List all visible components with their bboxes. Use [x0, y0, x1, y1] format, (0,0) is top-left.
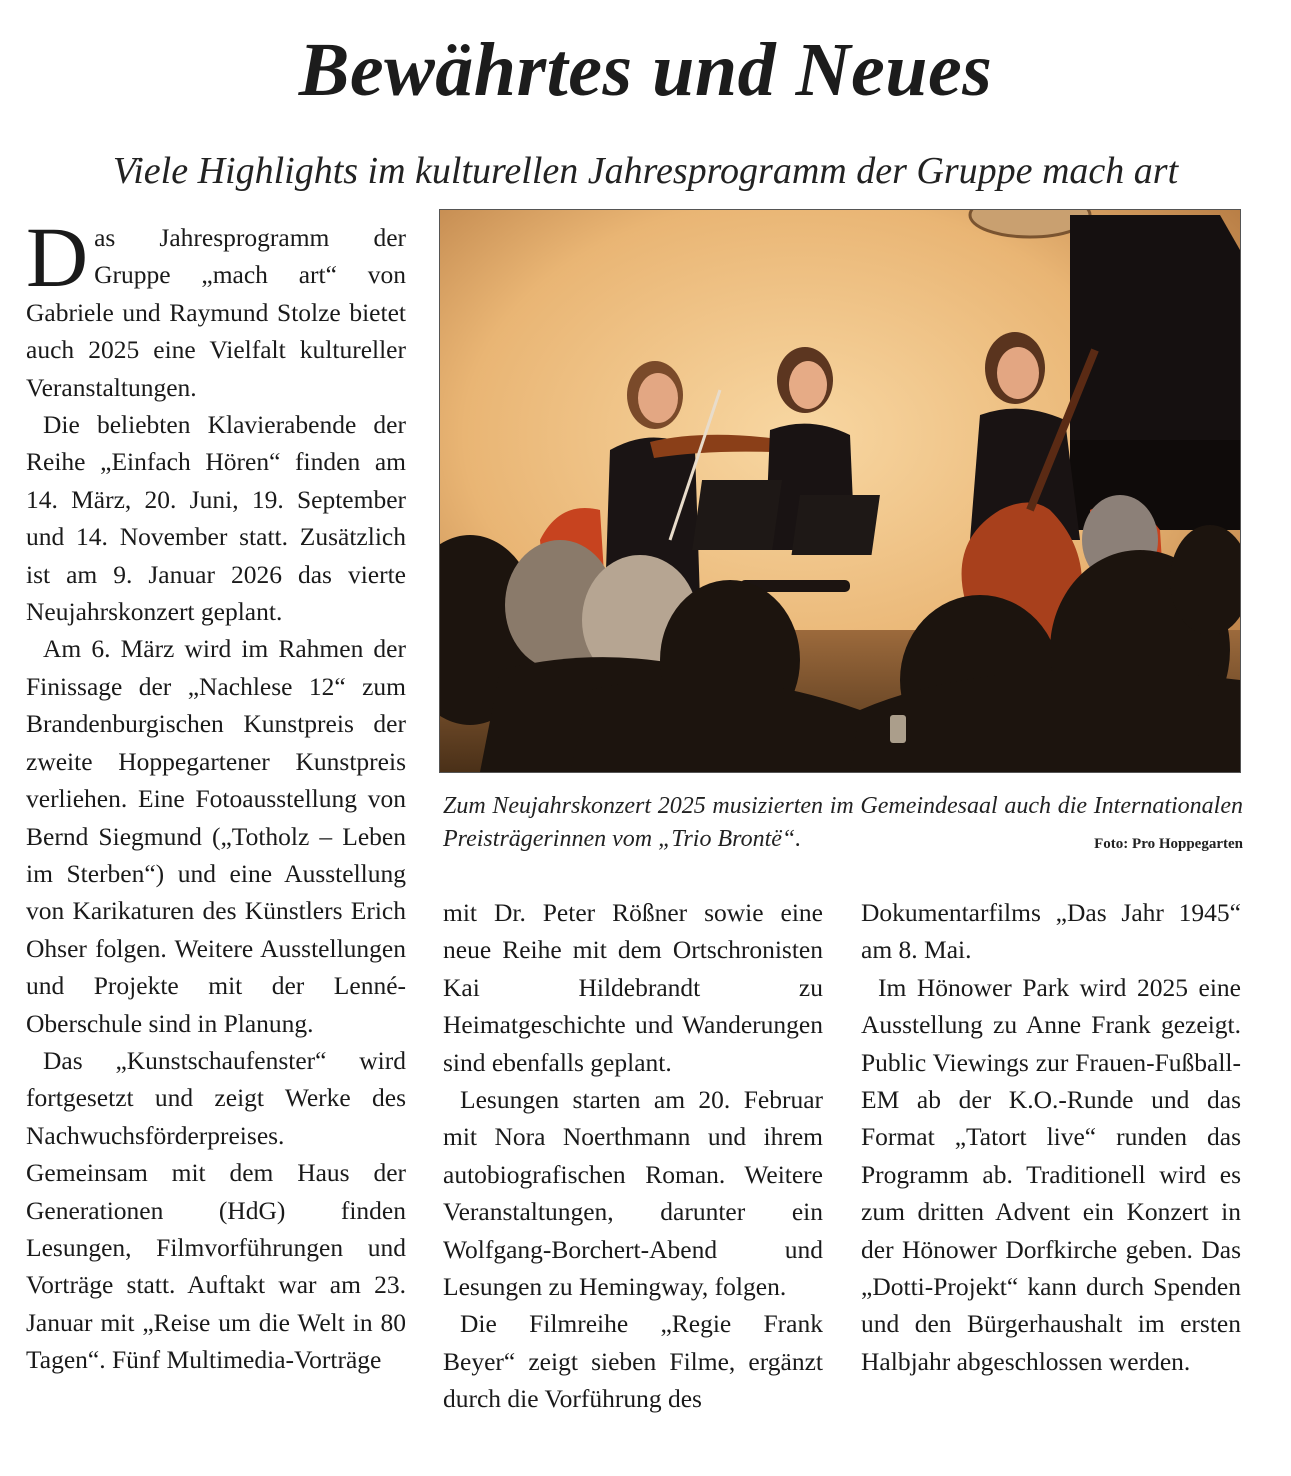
photo-credit: Foto: Pro Hoppegarten — [1094, 836, 1243, 852]
caption-text: Zum Neujahrskonzert 2025 musizierten im Gemeindesaal auch die Internationalen Preisträgerinnen vom „Trio Brontë“. — [443, 793, 1243, 852]
paragraph-text: as Jahresprogramm der Gruppe „mach art“ von Gabriele und Raymund Stolze bietet auch 2025 eine Vielfalt kultureller Veranstaltungen. — [26, 223, 406, 402]
paragraph: Lesungen starten am 20. Februar mit Nora Noerthmann und ihrem autobiografischen Roman. Weitere Veranstaltungen, darunter ein Wolfgang-Borchert-Abend und Lesungen zu Hemingway, folgen. — [443, 1085, 823, 1302]
headline: Bewährtes und Neues — [298, 28, 993, 112]
drop-cap: D — [26, 209, 89, 305]
paragraph: Das „Kunstschaufenster“ wird fortgesetzt und zeigt Werke des Nachwuchsförderpreises. Gemeinsam mit dem Haus der Generationen (HdG) finden Lesungen, Filmvorführungen und Vorträge statt. Auftakt war am 23. Januar mit „Reise um die Welt in 80 Tagen“. Fünf Multimedia-Vorträge — [26, 1045, 406, 1375]
paragraph: Die beliebten Klavierabende der Reihe „Einfach Hören“ finden am 14. März, 20. Juni, 19. September und 14. November statt. Zusätzlich ist am 9. Januar 2026 das vierte Neujahrskonzert geplant. — [26, 410, 406, 627]
article-column-3 — [861, 894, 1241, 1380]
subheadline: Viele Highlights im kulturellen Jahresprogramm der Gruppe mach art — [112, 150, 1179, 192]
article-column-1 — [26, 209, 406, 1379]
paragraph: Am 6. März wird im Rahmen der Finissage der „Nachlese 12“ zum Brandenburgischen Kunstpreis der zweite Hoppegartener Kunstpreis verliehen. Eine Fotoausstellung von Bernd Siegmund („Totholz – Leben im Sterben“) und eine Ausstellung von Karikaturen des Künstlers Erich Ohser folgen. Weitere Ausstellungen und Projekte mit der Lenné-Oberschule sind in Planung. — [26, 634, 406, 1038]
paragraph: mit Dr. Peter Rößner sowie eine neue Reihe mit dem Ortschronisten Kai Hildebrandt zu Heimatgeschichte und Wanderungen sind ebenfalls geplant. — [443, 898, 823, 1077]
photo-caption — [443, 790, 1243, 861]
paragraph: Dokumentarfilms „Das Jahr 1945“ am 8. Mai. — [861, 898, 1241, 965]
paragraph: Im Hönower Park wird 2025 eine Ausstellung zu Anne Frank gezeigt. Public Viewings zur Frauen-Fußball-EM ab der K.O.-Runde und das Format „Tatort live“ runden das Programm ab. Traditionell wird es zum dritten Advent ein Konzert in der Hönower Dorfkirche geben. Das „Dotti-Projekt“ kann durch Spenden und den Bürgerhaushalt im ersten Halbjahr abgeschlossen werden. — [861, 972, 1241, 1376]
paragraph: Die Filmreihe „Regie Frank Beyer“ zeigt sieben Filme, ergänzt durch die Vorführung des — [443, 1309, 823, 1414]
article-column-2 — [443, 894, 823, 1418]
paragraph — [26, 209, 406, 406]
concert-photo — [439, 209, 1241, 773]
